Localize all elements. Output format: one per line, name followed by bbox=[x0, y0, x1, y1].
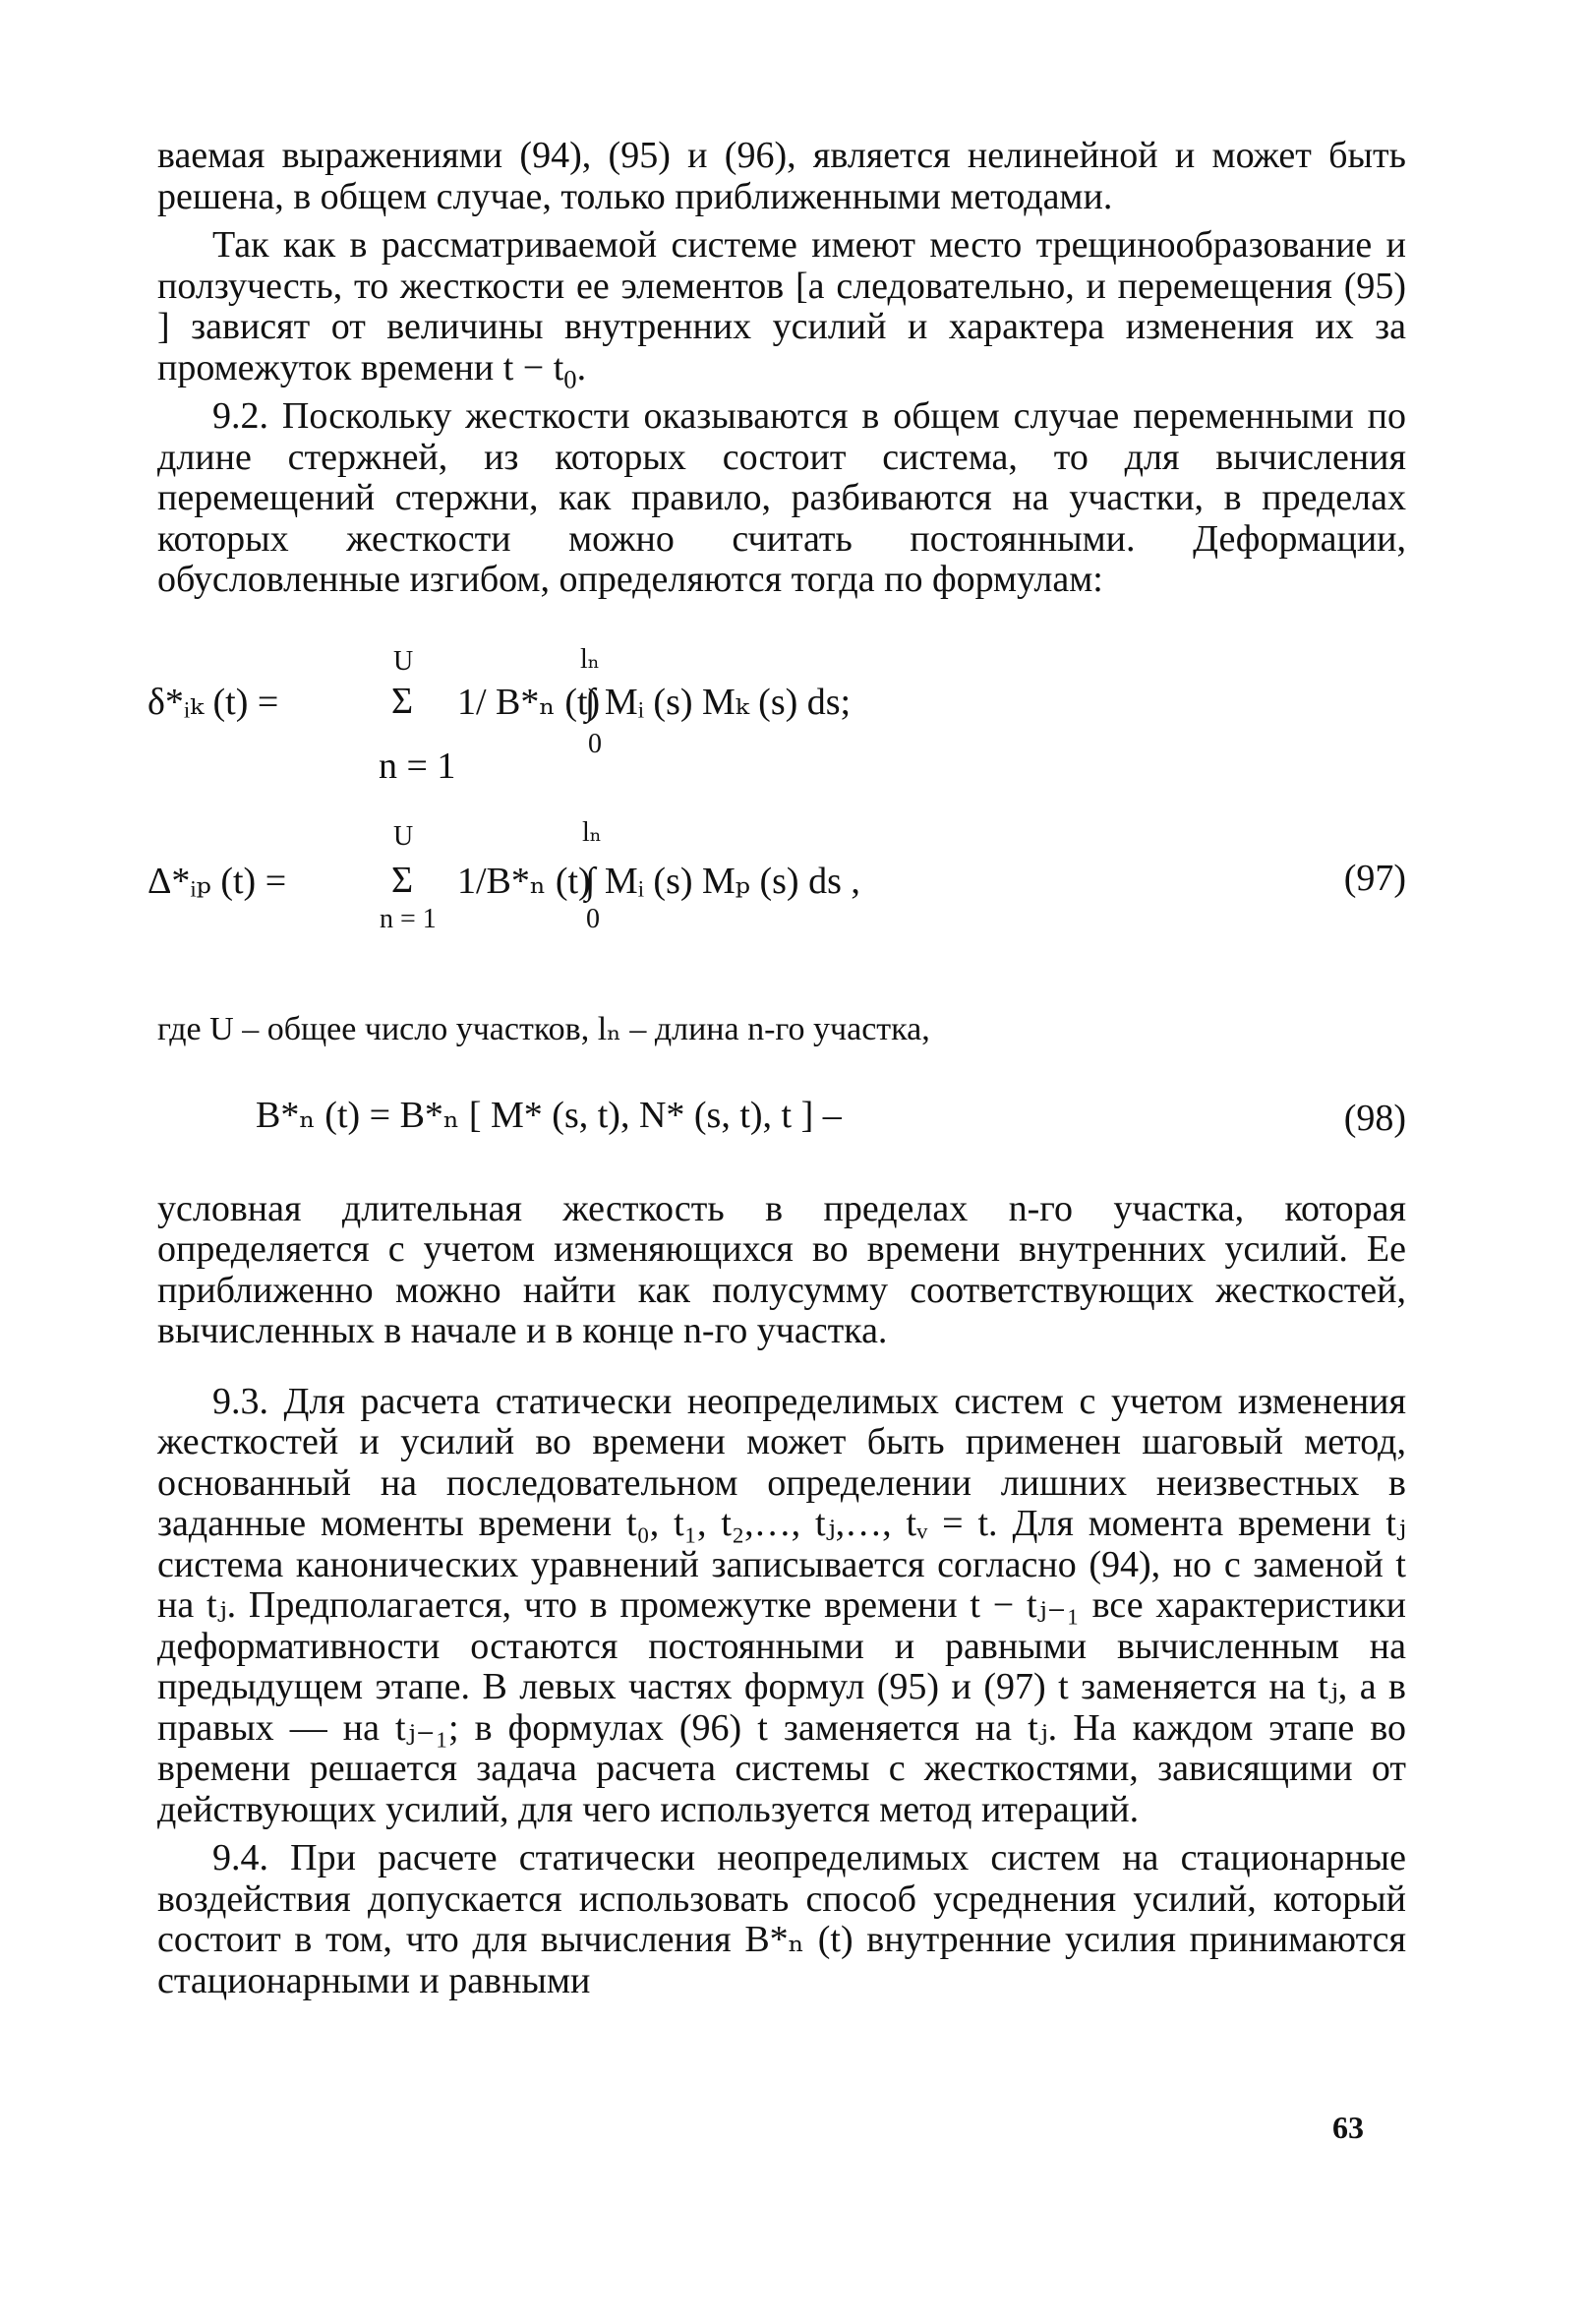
f97-l2-sum-lower: n = 1 bbox=[380, 903, 437, 934]
f97-l2-integrand: ∫ Mᵢ (s) Mₚ (s) ds , bbox=[585, 860, 860, 902]
f97-l1-int-lower: 0 bbox=[588, 728, 602, 759]
f97-l1-left: δ*ᵢₖ (t) = bbox=[147, 681, 279, 723]
formula-98 bbox=[157, 1083, 1406, 1171]
paragraph-4: условная длительная жесткость в пределах n-го участка, которая определяется с учетом изменяющихся во времени внутренних усилий. Ее приближенно можно найти как полусумму соответствующих жесткостей, вычисленных в начале и в конце n-го участка. bbox=[157, 1187, 1406, 1351]
f97-l1-sum: Σ bbox=[391, 680, 414, 722]
f97-l2-sum: Σ bbox=[391, 859, 414, 901]
formula-97 bbox=[147, 643, 1406, 981]
f97-l1-sum-lower: n = 1 bbox=[379, 745, 456, 787]
page-number: 63 bbox=[1332, 2110, 1364, 2145]
paragraph-5: 9.3. Для расчета статически неопределимых систем с учетом изменения жесткостей и усилий во времени может быть применен шаговый метод, основанный на последовательном определении лишних неизвестных в заданные моменты времени t₀, t₁, t₂,…, tⱼ,…, tᵥ = t. Для момента времени tⱼ система канонических уравнений записывается согласно (94), но с заменой t на tⱼ. Предполагается, что в промежутке времени t − tⱼ₋₁ все характеристики деформативности остаются постоянными и равными вычисленным на предыдущем этапе. В левых частях формул (95) и (97) t заменяется на tⱼ, а в правых — на tⱼ₋₁; в формулах (96) t заменяется на tⱼ. На каждом этапе во времени решается задача расчета системы с жесткостями, зависящими от действующих усилий, для чего используется метод итераций. bbox=[157, 1380, 1406, 1830]
paragraph-2 bbox=[157, 224, 1406, 394]
f97-l2-int-upper: lₙ bbox=[582, 816, 602, 848]
paragraph-2-end: . bbox=[576, 346, 587, 388]
paragraph-3: 9.2. Поскольку жесткости оказываются в общем случае переменными по длине стержней, из которых состоит система, то для вычисления перемещений стержни, как правило, разбиваются на участки, в пределах которых жесткости можно считать постоянными. Деформации, обусловленные изгибом, определяются тогда по формулам: bbox=[157, 395, 1406, 600]
f97-l2-term: 1/B*ₙ (t) bbox=[457, 860, 591, 902]
f97-l2-int-lower: 0 bbox=[586, 903, 600, 934]
f97-l1-term: 1/ B*ₙ (t) bbox=[457, 681, 601, 723]
equation-number-98: (98) bbox=[1343, 1097, 1406, 1139]
formula-note: где U – общее число участков, lₙ – длина n-го участка, bbox=[157, 1010, 930, 1047]
f97-l2-left: Δ*ᵢₚ (t) = bbox=[147, 860, 287, 902]
paragraph-1: ваемая выражениями (94), (95) и (96), является нелинейной и может быть решена, в общем случае, только приближенными методами. bbox=[157, 135, 1406, 217]
f97-l1-sum-upper: U bbox=[393, 645, 414, 677]
f97-l1-int-upper: lₙ bbox=[580, 643, 600, 675]
paragraph-2-subscript: 0 bbox=[563, 364, 577, 394]
equation-number-97: (97) bbox=[1343, 857, 1406, 899]
f97-l2-sum-upper: U bbox=[393, 820, 414, 852]
paragraph-2-text: Так как в рассматриваемой системе имеют место трещинообразование и ползучесть, то жесткости ее элементов [а следовательно, и перемещения (95) ] зависят от величины внутренних усилий и характера изменения их за промежуток времени t − t bbox=[157, 224, 1406, 388]
f98-expression: B*ₙ (t) = B*ₙ [ M* (s, t), N* (s, t), t ] – bbox=[256, 1094, 842, 1136]
page-body bbox=[147, 135, 1406, 2001]
f97-l1-integrand: ∫ Mᵢ (s) Mₖ (s) ds; bbox=[585, 681, 852, 723]
paragraph-6: 9.4. При расчете статически неопределимых систем на стационарные воздействия допускается использовать способ усреднения усилий, который состоит в том, что для вычисления B*ₙ (t) внутренние усилия принимаются стационарными и равными bbox=[157, 1837, 1406, 2001]
